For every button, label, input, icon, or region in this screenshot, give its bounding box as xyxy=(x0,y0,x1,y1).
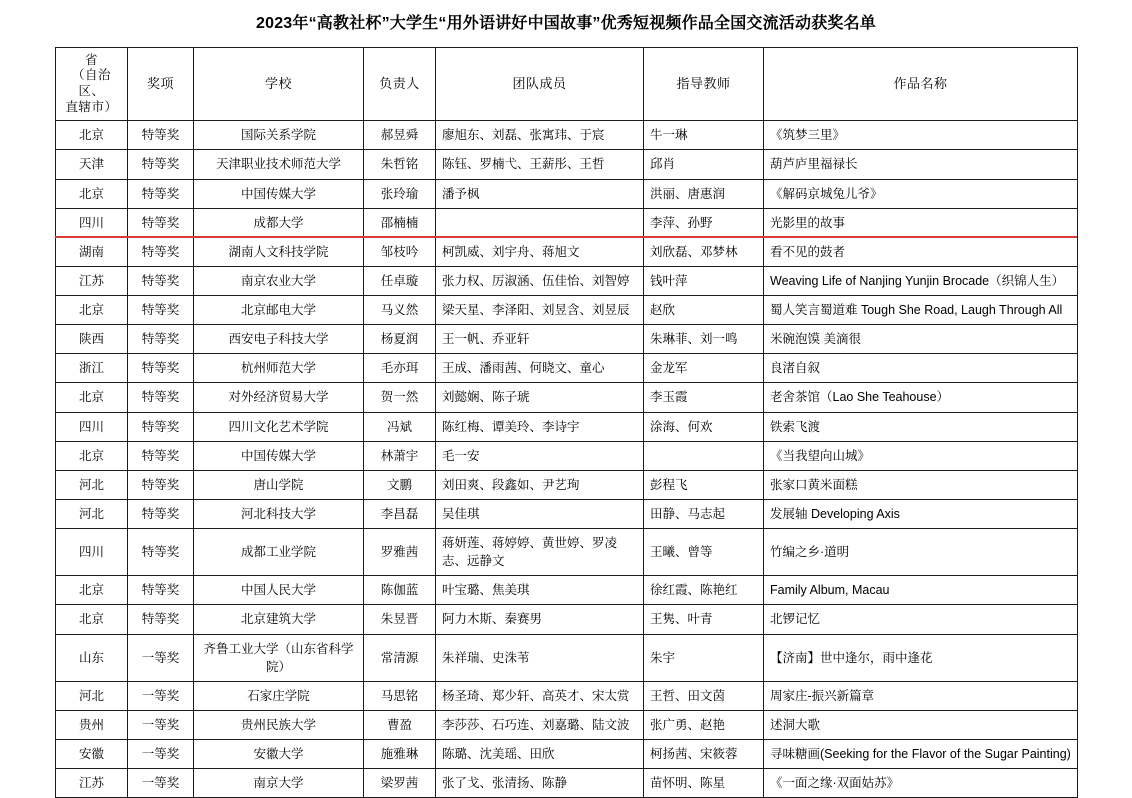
cell-award: 特等奖 xyxy=(128,266,194,295)
cell-teacher xyxy=(644,441,764,470)
province-header-line2: （自治区、 xyxy=(71,68,111,99)
table-row xyxy=(56,576,1078,605)
cell-leader: 杨夏润 xyxy=(364,325,436,354)
cell-province: 湖南 xyxy=(56,237,128,266)
cell-leader: 罗雅茜 xyxy=(364,529,436,576)
cell-teacher: 李萍、孙野 xyxy=(644,208,764,237)
table-row xyxy=(56,354,1078,383)
cell-work: Family Album, Macau xyxy=(764,576,1078,605)
column-header-work: 作品名称 xyxy=(764,47,1078,121)
cell-team: 杨圣琦、郑少轩、高英才、宋太赏 xyxy=(436,681,644,710)
cell-school: 成都工业学院 xyxy=(194,529,364,576)
cell-school: 齐鲁工业大学（山东省科学院） xyxy=(194,634,364,681)
cell-leader: 贺一然 xyxy=(364,383,436,412)
cell-teacher: 洪丽、唐惠润 xyxy=(644,179,764,208)
table-row xyxy=(56,208,1078,237)
cell-province: 天津 xyxy=(56,150,128,179)
cell-school: 河北科技大学 xyxy=(194,499,364,528)
table-row xyxy=(56,529,1078,576)
cell-teacher: 邱肖 xyxy=(644,150,764,179)
cell-school: 四川文化艺术学院 xyxy=(194,412,364,441)
cell-province: 陕西 xyxy=(56,325,128,354)
cell-teacher: 刘欣磊、邓梦林 xyxy=(644,237,764,266)
cell-leader: 林萧宇 xyxy=(364,441,436,470)
cell-teacher: 张广勇、赵艳 xyxy=(644,710,764,739)
cell-teacher: 柯扬茜、宋筱蓉 xyxy=(644,740,764,769)
cell-award: 特等奖 xyxy=(128,441,194,470)
table-row xyxy=(56,121,1078,150)
cell-teacher: 李玉霞 xyxy=(644,383,764,412)
table-row xyxy=(56,499,1078,528)
cell-work: 述洞大歌 xyxy=(764,710,1078,739)
cell-school: 中国传媒大学 xyxy=(194,179,364,208)
cell-leader: 曹盈 xyxy=(364,710,436,739)
cell-team: 刘田爽、段鑫如、尹艺珣 xyxy=(436,470,644,499)
table-row xyxy=(56,441,1078,470)
cell-work: 《当我望向山城》 xyxy=(764,441,1078,470)
cell-leader: 常清源 xyxy=(364,634,436,681)
table-row xyxy=(56,634,1078,681)
cell-team: 陈红梅、谭美玲、李诗宇 xyxy=(436,412,644,441)
cell-award: 一等奖 xyxy=(128,710,194,739)
cell-team: 梁天星、李泽阳、刘昱含、刘昱辰 xyxy=(436,296,644,325)
cell-work: 北锣记忆 xyxy=(764,605,1078,634)
cell-leader: 邵楠楠 xyxy=(364,208,436,237)
cell-teacher: 牛一琳 xyxy=(644,121,764,150)
cell-work: 米碗泡馍 美滴很 xyxy=(764,325,1078,354)
table-row xyxy=(56,740,1078,769)
table-row xyxy=(56,681,1078,710)
column-header-leader: 负责人 xyxy=(364,47,436,121)
cell-team: 蒋妍莲、蒋婷婷、黄世婷、罗凌志、远静文 xyxy=(436,529,644,576)
cell-award: 特等奖 xyxy=(128,383,194,412)
cell-award: 特等奖 xyxy=(128,605,194,634)
cell-leader: 冯斌 xyxy=(364,412,436,441)
cell-school: 石家庄学院 xyxy=(194,681,364,710)
cell-school: 成都大学 xyxy=(194,208,364,237)
cell-work: Weaving Life of Nanjing Yunjin Brocade（织锦人生） xyxy=(764,266,1078,295)
cell-province: 河北 xyxy=(56,681,128,710)
cell-school: 杭州师范大学 xyxy=(194,354,364,383)
column-header-award: 奖项 xyxy=(128,47,194,121)
cell-province: 贵州 xyxy=(56,710,128,739)
cell-teacher: 朱琳菲、刘一鸣 xyxy=(644,325,764,354)
cell-team: 柯凯威、刘宇舟、蒋旭文 xyxy=(436,237,644,266)
cell-team xyxy=(436,208,644,237)
cell-school: 中国人民大学 xyxy=(194,576,364,605)
table-row xyxy=(56,412,1078,441)
document-page xyxy=(0,14,1132,791)
cell-award: 特等奖 xyxy=(128,529,194,576)
table-row xyxy=(56,150,1078,179)
cell-award: 特等奖 xyxy=(128,237,194,266)
cell-province: 北京 xyxy=(56,441,128,470)
cell-province: 山东 xyxy=(56,634,128,681)
cell-teacher: 彭程飞 xyxy=(644,470,764,499)
cell-teacher: 金龙军 xyxy=(644,354,764,383)
cell-award: 特等奖 xyxy=(128,150,194,179)
cell-award: 特等奖 xyxy=(128,354,194,383)
cell-work: 良渚自叙 xyxy=(764,354,1078,383)
column-header-province xyxy=(56,47,128,121)
cell-teacher: 王曦、曾等 xyxy=(644,529,764,576)
cell-work: 铁索飞渡 xyxy=(764,412,1078,441)
cell-work: 看不见的鼓者 xyxy=(764,237,1078,266)
cell-work: 发展轴 Developing Axis xyxy=(764,499,1078,528)
table-row xyxy=(56,710,1078,739)
cell-team: 朱祥瑞、史洙苇 xyxy=(436,634,644,681)
cell-province: 浙江 xyxy=(56,354,128,383)
cell-province: 北京 xyxy=(56,179,128,208)
cell-teacher: 钱叶萍 xyxy=(644,266,764,295)
cell-school: 南京大学 xyxy=(194,769,364,798)
cell-school: 对外经济贸易大学 xyxy=(194,383,364,412)
cell-team: 潘予枫 xyxy=(436,179,644,208)
province-header-line3: 直辖市） xyxy=(65,99,118,114)
table-row xyxy=(56,325,1078,354)
cell-award: 一等奖 xyxy=(128,634,194,681)
cell-leader: 文鹏 xyxy=(364,470,436,499)
cell-team: 李莎莎、石巧连、刘嘉璐、陆文波 xyxy=(436,710,644,739)
cell-leader: 马义然 xyxy=(364,296,436,325)
cell-leader: 毛亦珥 xyxy=(364,354,436,383)
cell-school: 天津职业技术师范大学 xyxy=(194,150,364,179)
column-header-school: 学校 xyxy=(194,47,364,121)
cell-team: 王一帆、乔亚轩 xyxy=(436,325,644,354)
cell-teacher: 王哲、田文茵 xyxy=(644,681,764,710)
cell-school: 南京农业大学 xyxy=(194,266,364,295)
page-title: 2023年“高教社杯”大学生“用外语讲好中国故事”优秀短视频作品全国交流活动获奖名单 xyxy=(256,15,876,32)
award-table-container xyxy=(55,47,1077,798)
cell-award: 特等奖 xyxy=(128,121,194,150)
cell-school: 湖南人文科技学院 xyxy=(194,237,364,266)
cell-team: 陈璐、沈美瑶、田欣 xyxy=(436,740,644,769)
cell-teacher: 徐红霞、陈艳红 xyxy=(644,576,764,605)
cell-province: 四川 xyxy=(56,208,128,237)
cell-work: 周家庄-振兴新篇章 xyxy=(764,681,1078,710)
cell-award: 特等奖 xyxy=(128,576,194,605)
cell-province: 河北 xyxy=(56,499,128,528)
cell-team: 吴佳琪 xyxy=(436,499,644,528)
award-table xyxy=(55,47,1078,798)
cell-work: 张家口黄米面糕 xyxy=(764,470,1078,499)
cell-award: 特等奖 xyxy=(128,296,194,325)
cell-leader: 朱哲铭 xyxy=(364,150,436,179)
cell-team: 叶宝璐、焦美琪 xyxy=(436,576,644,605)
cell-team: 廖旭东、刘磊、张寓玮、于宸 xyxy=(436,121,644,150)
table-body xyxy=(56,121,1078,798)
cell-teacher: 王隽、叶青 xyxy=(644,605,764,634)
cell-leader: 邹枝吟 xyxy=(364,237,436,266)
cell-school: 北京邮电大学 xyxy=(194,296,364,325)
cell-award: 特等奖 xyxy=(128,179,194,208)
cell-team: 张力权、厉淑涵、伍佳怡、刘智婷 xyxy=(436,266,644,295)
cell-teacher: 苗怀明、陈星 xyxy=(644,769,764,798)
column-header-teacher: 指导教师 xyxy=(644,47,764,121)
cell-province: 江苏 xyxy=(56,266,128,295)
cell-award: 特等奖 xyxy=(128,325,194,354)
cell-school: 贵州民族大学 xyxy=(194,710,364,739)
cell-leader: 陈伽蓝 xyxy=(364,576,436,605)
cell-leader: 张玲瑜 xyxy=(364,179,436,208)
cell-province: 河北 xyxy=(56,470,128,499)
province-header-line1: 省 xyxy=(84,52,98,67)
table-row xyxy=(56,769,1078,798)
cell-school: 唐山学院 xyxy=(194,470,364,499)
table-row xyxy=(56,605,1078,634)
cell-work: 寻味糖画(Seeking for the Flavor of the Sugar Painting) xyxy=(764,740,1078,769)
cell-team: 阿力木斯、秦赛男 xyxy=(436,605,644,634)
cell-leader: 马思铭 xyxy=(364,681,436,710)
cell-work: 《一面之缘·双面姑苏》 xyxy=(764,769,1078,798)
cell-work: 蜀人笑言蜀道难 Tough She Road, Laugh Through All xyxy=(764,296,1078,325)
cell-leader: 李昌磊 xyxy=(364,499,436,528)
cell-leader: 施雅琳 xyxy=(364,740,436,769)
cell-province: 北京 xyxy=(56,121,128,150)
cell-award: 特等奖 xyxy=(128,208,194,237)
table-row xyxy=(56,470,1078,499)
cell-award: 特等奖 xyxy=(128,499,194,528)
cell-leader: 梁罗茜 xyxy=(364,769,436,798)
cell-school: 西安电子科技大学 xyxy=(194,325,364,354)
cell-school: 国际关系学院 xyxy=(194,121,364,150)
cell-work: 光影里的故事 xyxy=(764,208,1078,237)
table-row xyxy=(56,237,1078,266)
cell-work: 《解码京城兔儿爷》 xyxy=(764,179,1078,208)
cell-team: 刘懿娴、陈子琥 xyxy=(436,383,644,412)
cell-teacher: 赵欣 xyxy=(644,296,764,325)
cell-teacher: 涂海、何欢 xyxy=(644,412,764,441)
cell-work: 【济南】世中逢尔，雨中逢花 xyxy=(764,634,1078,681)
table-row xyxy=(56,383,1078,412)
cell-leader: 郝昱舜 xyxy=(364,121,436,150)
cell-province: 四川 xyxy=(56,412,128,441)
cell-award: 特等奖 xyxy=(128,412,194,441)
cell-work: 竹编之乡·道明 xyxy=(764,529,1078,576)
cell-team: 毛一安 xyxy=(436,441,644,470)
cell-school: 安徽大学 xyxy=(194,740,364,769)
cell-leader: 任卓璇 xyxy=(364,266,436,295)
cell-leader: 朱昱晋 xyxy=(364,605,436,634)
cell-work: 葫芦庐里福禄长 xyxy=(764,150,1078,179)
cell-school: 中国传媒大学 xyxy=(194,441,364,470)
column-header-team: 团队成员 xyxy=(436,47,644,121)
cell-school: 北京建筑大学 xyxy=(194,605,364,634)
cell-teacher: 朱宇 xyxy=(644,634,764,681)
cell-award: 一等奖 xyxy=(128,769,194,798)
cell-work: 老舍茶馆（Lao She Teahouse） xyxy=(764,383,1078,412)
cell-province: 北京 xyxy=(56,605,128,634)
cell-team: 王成、潘雨茜、何晓文、童心 xyxy=(436,354,644,383)
cell-award: 一等奖 xyxy=(128,681,194,710)
cell-award: 一等奖 xyxy=(128,740,194,769)
cell-province: 北京 xyxy=(56,383,128,412)
table-header xyxy=(56,47,1078,121)
table-row xyxy=(56,266,1078,295)
cell-team: 陈钰、罗楠弋、王薪彤、王哲 xyxy=(436,150,644,179)
cell-province: 江苏 xyxy=(56,769,128,798)
cell-province: 四川 xyxy=(56,529,128,576)
cell-team: 张了戈、张清扬、陈静 xyxy=(436,769,644,798)
cell-province: 北京 xyxy=(56,296,128,325)
cell-province: 北京 xyxy=(56,576,128,605)
table-row xyxy=(56,179,1078,208)
cell-teacher: 田静、马志起 xyxy=(644,499,764,528)
cell-award: 特等奖 xyxy=(128,470,194,499)
table-row xyxy=(56,296,1078,325)
cell-province: 安徽 xyxy=(56,740,128,769)
cell-work: 《筑梦三里》 xyxy=(764,121,1078,150)
table-header-row xyxy=(56,47,1078,121)
